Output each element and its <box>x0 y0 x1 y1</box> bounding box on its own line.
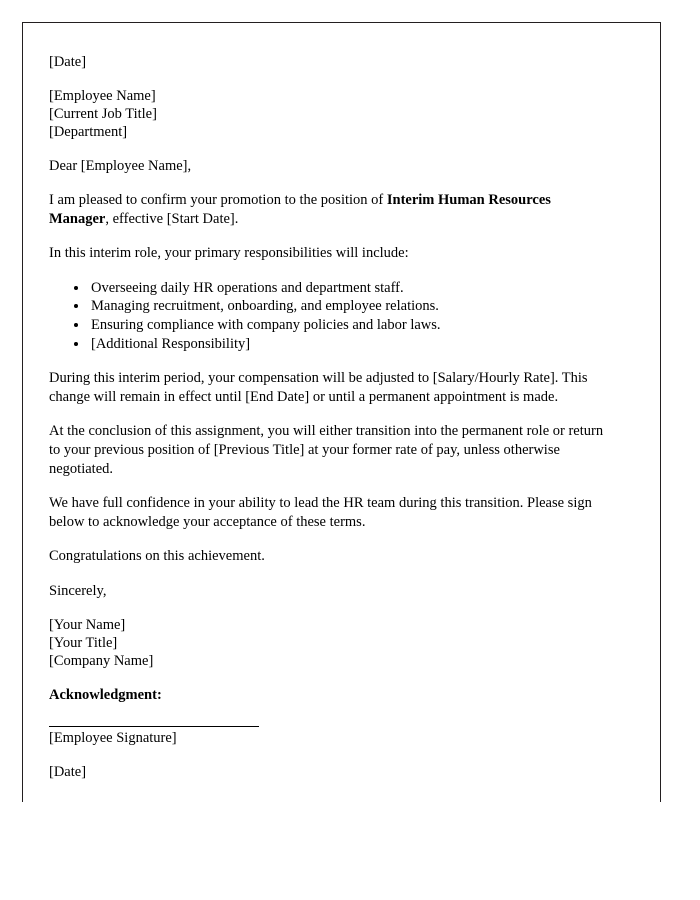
recipient-job-title: [Current Job Title] <box>49 106 157 122</box>
congratulations-paragraph: Congratulations on this achievement. <box>49 548 265 565</box>
letter-body <box>23 23 660 781</box>
date-line: [Date] <box>49 54 87 70</box>
closing-salutation: Sincerely, <box>49 582 107 599</box>
salutation: Dear [Employee Name], <box>49 158 192 174</box>
list-item: • [Additional Responsibility] <box>89 335 626 354</box>
promotion-title-bold: Interim Human Resources Manager <box>49 192 551 227</box>
recipient-address-block <box>49 87 626 141</box>
list-item: • Managing recruitment, onboarding, and employee relations. <box>89 297 626 316</box>
sender-signature-block <box>49 616 626 670</box>
employee-signature-label: [Employee Signature] <box>49 729 177 746</box>
sender-company: [Company Name] <box>49 652 154 669</box>
confidence-paragraph: We have full confidence in your ability to lead the HR team during this transition. Please sign below to acknowledge your acceptance of these terms. <box>49 495 592 530</box>
letter-page <box>22 22 661 802</box>
recipient-name: [Employee Name] <box>49 88 156 104</box>
responsibilities-list <box>49 279 626 353</box>
opening-paragraph <box>49 191 607 228</box>
recipient-department: [Department] <box>49 124 128 140</box>
acknowledgment-date-label: [Date] <box>49 763 87 780</box>
acknowledgment-heading: Acknowledgment: <box>49 686 162 703</box>
opening-text-before: I am pleased to confirm your promotion to the position of <box>49 192 387 208</box>
signature-rule <box>49 726 259 727</box>
compensation-paragraph: During this interim period, your compensation will be adjusted to [Salary/Hourly Rate]. This change will remain in effect until [End Date] or until a permanent appointment is made. <box>49 370 588 405</box>
responsibilities-intro: In this interim role, your primary responsibilities will include: <box>49 245 409 262</box>
sender-title: [Your Title] <box>49 634 118 651</box>
conclusion-paragraph: At the conclusion of this assignment, you will either transition into the permanent role or return to your previous position of [Previous Title] at your former rate of pay, unless otherwise negotiated. <box>49 423 604 477</box>
list-item: • Ensuring compliance with company policies and labor laws. <box>89 316 626 335</box>
list-item: • Overseeing daily HR operations and department staff. <box>89 279 626 298</box>
sender-name: [Your Name] <box>49 616 126 633</box>
opening-text-after: , effective [Start Date]. <box>105 210 239 227</box>
